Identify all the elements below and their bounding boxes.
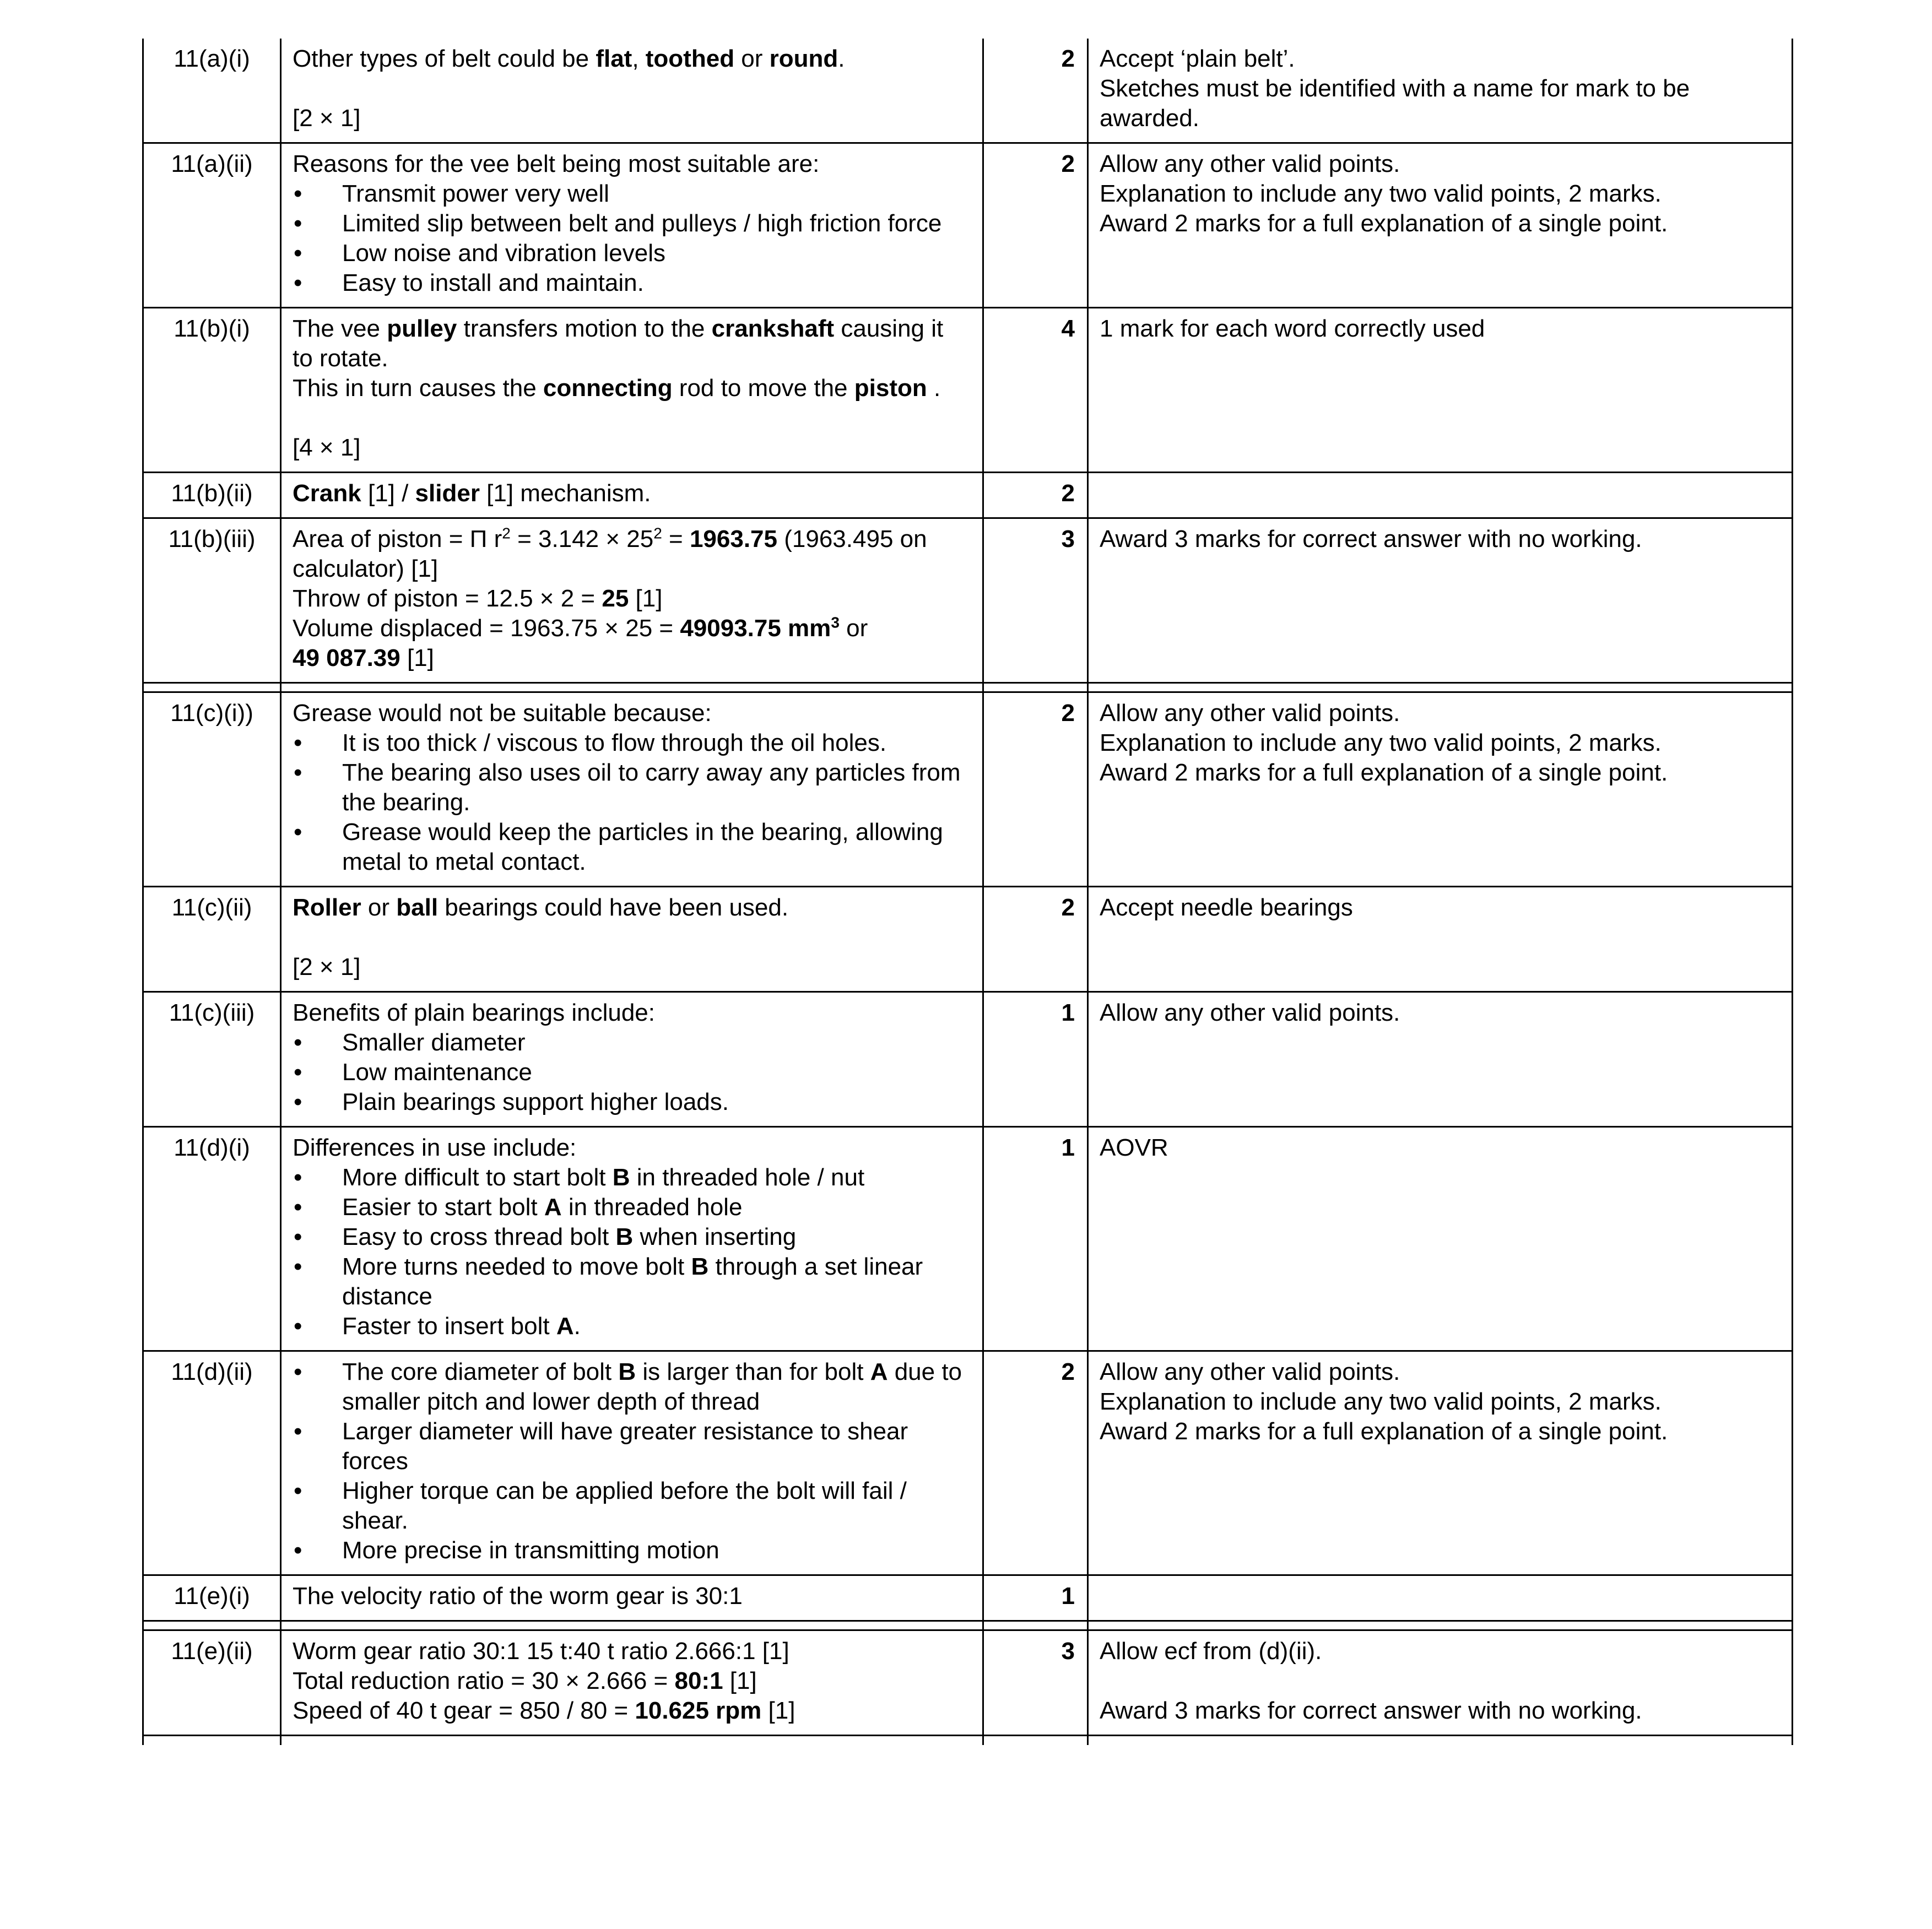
answer-cell [281,473,983,518]
empty-cell [281,683,983,692]
guidance-cell [1088,518,1793,683]
answer-cell [281,518,983,683]
guidance-line: Allow any other valid points. [1100,700,1400,727]
marks-cell: 2 [983,692,1088,887]
answer-line [293,524,971,554]
text-run: [4 × 1] [293,434,361,461]
answer-cell [281,308,983,473]
bullet-item [293,817,971,877]
empty-cell [281,1736,983,1746]
bold-term: A [870,1358,888,1385]
bullet-list [293,1028,971,1117]
blank-line [293,923,971,952]
bullet-item [293,1028,971,1058]
answer-line [293,998,971,1028]
guidance-line: Award 2 marks for a full explanation of a single point. [1100,210,1668,237]
guidance-cell [1088,308,1793,473]
answer-line [293,1637,971,1666]
table-row [143,992,1793,1127]
text-run: Area of piston = Π r [293,525,502,552]
marks-cell: 2 [983,1351,1088,1575]
guidance-line: Award 2 marks for a full explanation of a single point. [1100,759,1668,786]
guidance-cell [1088,1351,1793,1575]
guidance-line: Allow any other valid points. [1100,1358,1400,1385]
text-run: Larger diameter will have greater resistance to shear forces [342,1418,908,1475]
text-run: or [839,615,868,642]
bold-term: 49 087.39 [293,644,401,671]
text-run: causing it [834,315,944,342]
answer-line [293,1696,971,1726]
text-run: or [734,45,770,72]
marks-cell: 2 [983,143,1088,308]
answer-line [293,373,971,403]
text-run: [2 × 1] [293,953,361,980]
superscript: 2 [502,524,511,542]
question-number: 11(e)(ii) [143,1630,281,1736]
answer-cell [281,1351,983,1575]
answer-line [293,44,971,74]
answer-cell [281,1630,983,1736]
bold-term: 10.625 rpm [635,1697,762,1724]
answer-line [293,433,971,463]
text-run: Smaller diameter [342,1029,526,1056]
text-run: = [662,525,690,552]
guidance-line: Accept needle bearings [1100,894,1353,921]
bullet-item [293,1476,971,1536]
bullet-list [293,1163,971,1341]
answer-line [293,643,971,673]
bold-term: 80:1 [674,1667,723,1694]
row-separator [143,1621,1793,1630]
bold-term: crankshaft [711,315,835,342]
marks-cell: 2 [983,39,1088,143]
guidance-line: Explanation to include any two valid points, 2 marks. [1100,729,1662,756]
empty-cell [281,1621,983,1630]
guidance-line: Award 3 marks for correct answer with no working. [1100,525,1642,552]
empty-cell [143,1621,281,1630]
bold-term: Crank [293,480,361,507]
text-run: [1] [723,1667,757,1694]
mark-scheme-body [143,39,1793,1745]
text-run: (1963.495 on [777,525,927,552]
bullet-item [293,268,971,298]
bullet-item [293,239,971,268]
marks-cell: 1 [983,992,1088,1127]
table-tail [143,1736,1793,1746]
text-run: or [361,894,397,921]
text-run: Transmit power very well [342,180,609,207]
answer-line [293,893,971,923]
text-run: Easier to start bolt [342,1194,544,1221]
text-run: Limited slip between belt and pulleys / high friction force [342,210,942,237]
text-run: [1] [629,585,663,612]
bullet-item [293,758,971,817]
table-row [143,473,1793,518]
answer-line [293,314,971,344]
answer-line [293,952,971,982]
text-run: Throw of piston = 12.5 × 2 = [293,585,602,612]
superscript: 2 [653,524,662,542]
text-run: Differences in use include: [293,1134,577,1161]
text-run: . [573,1313,581,1340]
bold-term: A [544,1194,562,1221]
answer-line [293,479,971,508]
guidance-line: Allow any other valid points. [1100,150,1400,177]
text-run: It is too thick / viscous to flow through the oil holes. [342,729,887,756]
answer-cell [281,39,983,143]
question-number: 11(a)(i) [143,39,281,143]
text-run: . [838,45,845,72]
table-row [143,1351,1793,1575]
bullet-item [293,1193,971,1222]
text-run: . [927,375,941,402]
text-run: Easy to install and maintain. [342,269,644,296]
question-number: 11(b)(iii) [143,518,281,683]
bold-term: A [556,1313,574,1340]
text-run: Easy to cross thread bolt [342,1223,616,1250]
guidance-cell [1088,887,1793,992]
text-run: [1] [400,644,434,671]
row-separator [143,683,1793,692]
marks-cell: 2 [983,473,1088,518]
question-number: 11(d)(i) [143,1127,281,1351]
empty-cell [1088,1621,1793,1630]
text-run: , [632,45,646,72]
bold-term: flat [596,45,632,72]
bold-term: pulley [387,315,457,342]
text-run: in threaded hole [561,1194,743,1221]
bold-term: ball [396,894,439,921]
answer-line [293,1666,971,1696]
guidance-cell [1088,992,1793,1127]
bullet-item [293,1058,971,1087]
bullet-item [293,1222,971,1252]
guidance-cell [1088,692,1793,887]
marks-cell: 3 [983,518,1088,683]
bold-term: piston [854,375,927,402]
bold-term: connecting [543,375,673,402]
text-run: rod to move the [672,375,854,402]
text-run: in threaded hole / nut [630,1164,865,1191]
answer-line [293,584,971,614]
bullet-list [293,728,971,877]
text-run: due to smaller pitch and lower depth of thread [342,1358,962,1415]
guidance-cell [1088,1575,1793,1621]
bold-term: B [615,1223,634,1250]
empty-cell [983,1736,1088,1746]
guidance-cell [1088,39,1793,143]
answer-line [293,614,971,643]
text-run: to rotate. [293,345,388,372]
text-run: Higher torque can be applied before the bolt will fail / shear. [342,1477,907,1534]
bullet-item [293,1087,971,1117]
text-run: bearings could have been used. [438,894,789,921]
empty-cell [1088,683,1793,692]
marks-cell: 2 [983,887,1088,992]
bold-term: B [618,1358,636,1385]
text-run: The vee [293,315,387,342]
table-row [143,143,1793,308]
text-run: This in turn causes the [293,375,543,402]
bullet-item [293,1163,971,1193]
empty-cell [1088,1736,1793,1746]
guidance-cell [1088,473,1793,518]
table-row [143,887,1793,992]
bullet-item [293,1357,971,1417]
marks-cell: 1 [983,1127,1088,1351]
empty-cell [983,683,1088,692]
answer-cell [281,143,983,308]
bold-term: 49093.75 mm [680,615,831,642]
text-run: calculator) [1] [293,555,439,582]
table-row [143,39,1793,143]
text-run: through a set linear distance [342,1253,923,1310]
answer-cell [281,887,983,992]
text-run: Grease would keep the particles in the bearing, allowing metal to metal contact. [342,819,943,875]
bold-term: 1963.75 [689,525,778,552]
guidance-line: Sketches must be identified with a name for mark to be [1100,75,1690,102]
text-run: Plain bearings support higher loads. [342,1088,729,1115]
answer-line [293,698,971,728]
bullet-item [293,209,971,239]
bold-term: B [612,1164,630,1191]
guidance-line: 1 mark for each word correctly used [1100,315,1485,342]
text-run: More difficult to start bolt [342,1164,613,1191]
text-run: = 3.142 × 25 [510,525,654,552]
answer-cell [281,1575,983,1621]
text-run: Low maintenance [342,1059,532,1086]
answer-cell [281,692,983,887]
marks-cell: 4 [983,308,1088,473]
text-run: Grease would not be suitable because: [293,700,712,727]
answer-cell [281,1127,983,1351]
guidance-cell [1088,1630,1793,1736]
bold-term: slider [415,480,480,507]
bold-term: toothed [645,45,735,72]
guidance-line: Award 3 marks for correct answer with no working. [1100,1697,1642,1724]
question-number: 11(d)(ii) [143,1351,281,1575]
text-run: Faster to insert bolt [342,1313,556,1340]
guidance-line: Explanation to include any two valid points, 2 marks. [1100,1388,1662,1415]
bold-term: Roller [293,894,361,921]
text-run: The velocity ratio of the worm gear is 30:1 [293,1583,743,1610]
guidance-line: Award 2 marks for a full explanation of a single point. [1100,1418,1668,1445]
answer-line [293,149,971,179]
answer-line [293,1133,971,1163]
text-run: The bearing also uses oil to carry away any particles from the bearing. [342,759,961,816]
bold-term: 25 [602,585,629,612]
empty-cell [143,683,281,692]
text-run: Low noise and vibration levels [342,240,666,267]
question-number: 11(a)(ii) [143,143,281,308]
text-run: [1] / [361,480,415,507]
answer-cell [281,992,983,1127]
blank-line [293,74,971,104]
bullet-item [293,1536,971,1565]
bullet-list [293,179,971,298]
text-run: Total reduction ratio = 30 × 2.666 = [293,1667,675,1694]
marks-cell: 1 [983,1575,1088,1621]
empty-cell [983,1621,1088,1630]
text-run: The core diameter of bolt [342,1358,619,1385]
blank-line [293,403,971,433]
text-run: Volume displaced = 1963.75 × 25 = [293,615,680,642]
text-run: Other types of belt could be [293,45,596,72]
guidance-line: AOVR [1100,1134,1168,1161]
bullet-list [293,1357,971,1565]
guidance-line: Accept ‘plain belt’. [1100,45,1295,72]
answer-line [293,1581,971,1611]
text-run: Speed of 40 t gear = 850 / 80 = [293,1697,635,1724]
question-number: 11(c)(iii) [143,992,281,1127]
text-run: More precise in transmitting motion [342,1537,719,1564]
text-run: is larger than for bolt [636,1358,870,1385]
text-run: Benefits of plain bearings include: [293,999,655,1026]
guidance-line: awarded. [1100,105,1200,132]
table-row [143,1127,1793,1351]
guidance-cell [1088,143,1793,308]
guidance-line: Explanation to include any two valid points, 2 marks. [1100,180,1662,207]
text-run: when inserting [633,1223,797,1250]
question-number: 11(e)(i) [143,1575,281,1621]
text-run: transfers motion to the [457,315,712,342]
table-row [143,692,1793,887]
question-number: 11(b)(i) [143,308,281,473]
guidance-line: Allow ecf from (d)(ii). [1100,1638,1322,1665]
bullet-item [293,1312,971,1341]
table-row [143,518,1793,683]
bullet-item [293,728,971,758]
table-row [143,308,1793,473]
mark-scheme-table [142,39,1793,1745]
bold-term: B [691,1253,709,1280]
bullet-item [293,1252,971,1312]
bullet-item [293,1417,971,1476]
text-run: [2 × 1] [293,105,361,132]
question-number: 11(c)(i)) [143,692,281,887]
empty-cell [143,1736,281,1746]
question-number: 11(c)(ii) [143,887,281,992]
answer-line [293,554,971,584]
text-run: Reasons for the vee belt being most suitable are: [293,150,820,177]
marks-cell: 3 [983,1630,1088,1736]
superscript: 3 [831,614,840,631]
text-run: [1] mechanism. [479,480,651,507]
text-run: [1] [761,1697,795,1724]
bold-term: round [769,45,838,72]
guidance-line: Allow any other valid points. [1100,999,1400,1026]
guidance-cell [1088,1127,1793,1351]
question-number: 11(b)(ii) [143,473,281,518]
answer-line [293,104,971,133]
guidance-line [1100,1666,1781,1696]
text-run: Worm gear ratio 30:1 15 t:40 t ratio 2.666:1 [1] [293,1638,789,1665]
table-row [143,1575,1793,1621]
bullet-item [293,179,971,209]
table-row [143,1630,1793,1736]
text-run: More turns needed to move bolt [342,1253,691,1280]
answer-line [293,344,971,373]
